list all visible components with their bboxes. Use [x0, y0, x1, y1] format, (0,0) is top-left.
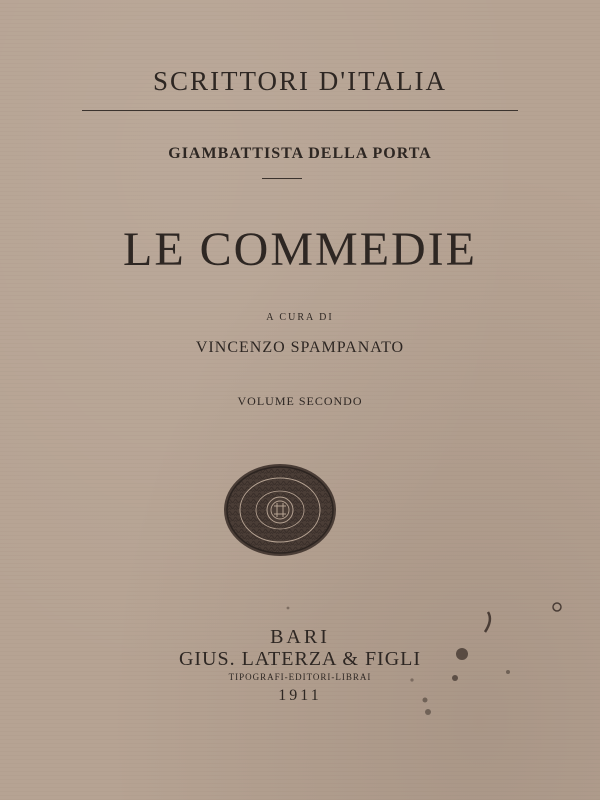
- series-title: SCRITTORI D'ITALIA: [153, 66, 447, 96]
- book-title: LE COMMEDIE: [123, 223, 477, 276]
- publisher-name: GIUS. LATERZA & FIGLI: [178, 648, 422, 670]
- top-divider: [82, 110, 518, 111]
- short-divider: [262, 178, 302, 179]
- editor-name: VINCENZO SPAMPANATO: [195, 339, 405, 356]
- volume-label: VOLUME SECONDO: [237, 394, 363, 408]
- publisher-subline: TIPOGRAFI-EDITORI-LIBRAI: [228, 672, 372, 682]
- publication-city: BARI: [270, 626, 330, 648]
- publisher-seal-icon: [222, 462, 338, 558]
- edited-by-label: A CURA DI: [266, 312, 334, 323]
- publication-year: 1911: [278, 687, 322, 704]
- author-name: GIAMBATTISTA DELLA PORTA: [168, 145, 432, 162]
